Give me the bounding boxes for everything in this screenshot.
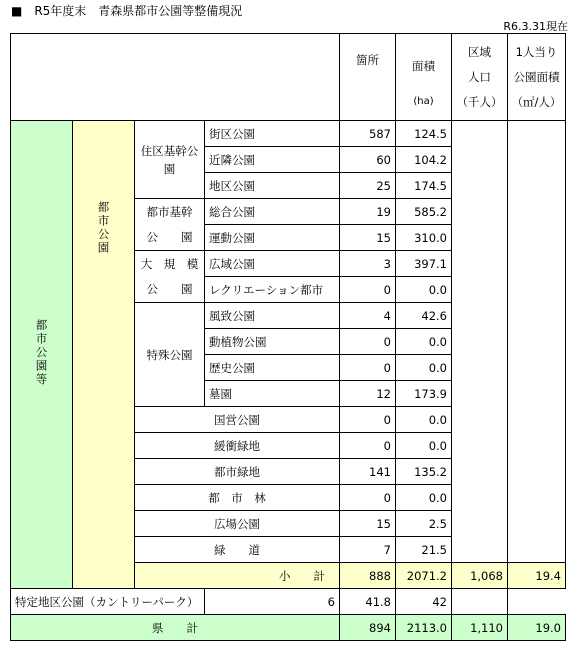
row-area: 0.0: [396, 355, 452, 381]
header-pop-2: 人口: [468, 69, 491, 84]
row-name: 緑 道: [135, 537, 340, 563]
tokutei-label: 特定地区公園（カントリーパーク）: [11, 589, 205, 615]
row-name: 街区公園: [205, 121, 340, 147]
per-person-blank: [508, 121, 566, 563]
park-table: [10, 33, 566, 641]
row-name: 国営公園: [135, 407, 340, 433]
tokutei-pop: 42: [396, 589, 452, 615]
total-label: 県 計: [11, 615, 340, 641]
header-blank: [11, 34, 340, 121]
row-area: 21.5: [396, 537, 452, 563]
row-name: 近隣公園: [205, 147, 340, 173]
row-area: 585.2: [396, 199, 452, 225]
row-name: 広域公園: [205, 251, 340, 277]
row-name: レクリエーション都市: [205, 277, 340, 303]
population-blank: [452, 121, 508, 563]
header-area-unit: (ha): [413, 96, 434, 107]
row-area: 0.0: [396, 277, 452, 303]
row-count: 60: [340, 147, 396, 173]
subcategory-jukyo: 住区基幹公 園: [135, 121, 205, 199]
row-count: 0: [340, 407, 396, 433]
row-count: 25: [340, 173, 396, 199]
row-area: 104.2: [396, 147, 452, 173]
row-count: 3: [340, 251, 396, 277]
header-area-label: 面積: [412, 59, 435, 73]
header-row: [11, 34, 566, 121]
row-area: 2.5: [396, 511, 452, 537]
table-row: [11, 121, 566, 147]
total-count: 894: [340, 615, 396, 641]
row-name: 歴史公園: [205, 355, 340, 381]
subtotal-area: 2071.2: [396, 563, 452, 589]
row-area: 135.2: [396, 459, 452, 485]
row-name: 都 市 林: [135, 485, 340, 511]
row-count: 0: [340, 277, 396, 303]
row-area: 174.5: [396, 173, 452, 199]
row-area: 42.6: [396, 303, 452, 329]
subcategory-tokushu: 特殊公園: [135, 303, 205, 407]
total-area: 2113.0: [396, 615, 452, 641]
header-per-2: 公園面積: [513, 69, 560, 84]
tokutei-per: [452, 589, 508, 615]
row-count: 15: [340, 511, 396, 537]
row-count: 141: [340, 459, 396, 485]
row-name: 緩衝緑地: [135, 433, 340, 459]
tokutei-count: 6: [205, 589, 340, 615]
header-count: 箇所: [340, 34, 396, 121]
row-count: 7: [340, 537, 396, 563]
row-name: 運動公園: [205, 225, 340, 251]
page-title: ■ R5年度末 青森県都市公園等整備現況: [11, 4, 243, 18]
subtotal-label: 小 計: [135, 563, 340, 589]
header-pop-3: （千人）: [456, 94, 503, 109]
row-count: 15: [340, 225, 396, 251]
subtotal-count: 888: [340, 563, 396, 589]
row-name: 都市緑地: [135, 459, 340, 485]
row-name: 動植物公園: [205, 329, 340, 355]
total-row: [11, 615, 566, 641]
row-count: 0: [340, 485, 396, 511]
row-name: 風致公園: [205, 303, 340, 329]
header-per-1: 1人当り: [515, 44, 558, 59]
row-count: 19: [340, 199, 396, 225]
row-count: 12: [340, 381, 396, 407]
row-area: 0.0: [396, 407, 452, 433]
total-pop: 1,110: [452, 615, 508, 641]
row-name: 広場公園: [135, 511, 340, 537]
row-count: 0: [340, 433, 396, 459]
subtotal-per: 19.4: [508, 563, 566, 589]
row-name: 地区公園: [205, 173, 340, 199]
as-of-date: R6.3.31現在: [503, 20, 568, 33]
row-area: 310.0: [396, 225, 452, 251]
subcategory-toshi-kikan: 都市基幹 公 園: [135, 199, 205, 251]
tokutei-area: 41.8: [340, 589, 396, 615]
row-area: 397.1: [396, 251, 452, 277]
row-count: 587: [340, 121, 396, 147]
category-toshi-koen: 都市公園: [73, 121, 135, 589]
row-name: 総合公園: [205, 199, 340, 225]
row-count: 4: [340, 303, 396, 329]
row-count: 0: [340, 329, 396, 355]
row-area: 0.0: [396, 485, 452, 511]
row-area: 0.0: [396, 329, 452, 355]
row-name: 墓園: [205, 381, 340, 407]
subcategory-daikibo: 大 規 模 公 園: [135, 251, 205, 303]
header-per-3: （㎡/人）: [511, 94, 562, 109]
category-toshi-koen-to: 都市公園等: [11, 121, 73, 589]
total-per: 19.0: [508, 615, 566, 641]
subtotal-pop: 1,068: [452, 563, 508, 589]
header-area: [396, 34, 452, 121]
header-pop-1: 区域: [468, 44, 491, 59]
row-area: 0.0: [396, 433, 452, 459]
header-population: [452, 34, 508, 121]
row-count: 0: [340, 355, 396, 381]
row-area: 124.5: [396, 121, 452, 147]
header-per-person: [508, 34, 566, 121]
tokutei-row: [11, 589, 566, 615]
row-area: 173.9: [396, 381, 452, 407]
